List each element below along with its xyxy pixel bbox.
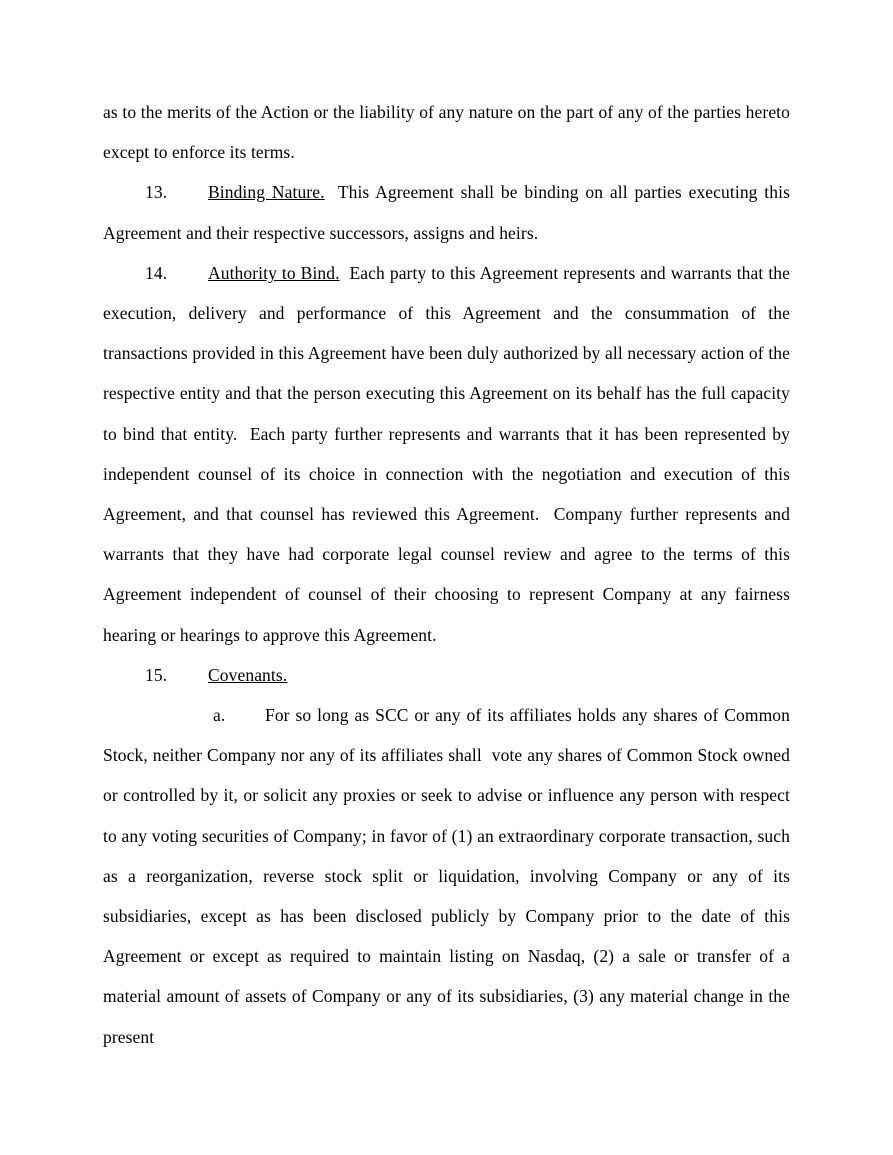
paragraph-text: Each party to this Agreement represents and warrants that the execution, delivery and performance of this Agreement and the consummation of the transactions provided in this Agreement have been duly authorized by all necessary action of the respective entity and that the person executing this Agreement on its behalf has the full capacity to bind that entity. Each party further represents and warrants that it has been represented by independent counsel of its choice in connection with the negotiation and execution of this Agreement, and that counsel has reviewed this Agreement. Company further represents and warrants that they have had corporate legal counsel review and agree to the terms of this Agreement independent of counsel of their choosing to represent Company at any fairness hearing or hearings to approve this Agreement. — [103, 262, 791, 645]
paragraph-text: This Agreement shall be binding on all parties executing this Agreement and their respective successors, assigns and heirs. — [103, 182, 790, 243]
paragraph-14 — [103, 253, 790, 655]
paragraph-15 — [103, 655, 790, 695]
document-content — [103, 92, 790, 1057]
paragraph-13 — [103, 172, 790, 252]
paragraph-12-continuation — [103, 92, 790, 172]
paragraph-text: as to the merits of the Action or the liability of any nature on the part of any of the parties hereto except to enforce its terms. — [103, 102, 790, 163]
section-heading: Authority to Bind. — [208, 262, 340, 283]
paragraph-number: 14. — [145, 262, 168, 283]
paragraph-number: 15. — [145, 664, 168, 685]
subparagraph-letter: a. — [213, 705, 226, 726]
paragraph-number: 13. — [145, 182, 168, 203]
section-heading: Binding Nature. — [208, 182, 325, 203]
section-heading: Covenants. — [208, 664, 288, 685]
paragraph-text: For so long as SCC or any of its affiliates holds any shares of Common Stock, neither Company nor any of its affiliates shall vote any shares of Common Stock owned or controlled by it, or solicit any proxies or seek to advise or influence any person with respect to any voting securities of Company; in favor of (1) an extraordinary corporate transaction, such as a reorganization, reverse stock split or liquidation, involving Company or any of its subsidiaries, except as has been disclosed publicly by Company prior to the date of this Agreement or except as required to maintain listing on Nasdaq, (2) a sale or transfer of a material amount of assets of Company or any of its subsidiaries, (3) any material change in the present — [103, 705, 790, 1047]
paragraph-15a — [103, 695, 790, 1057]
